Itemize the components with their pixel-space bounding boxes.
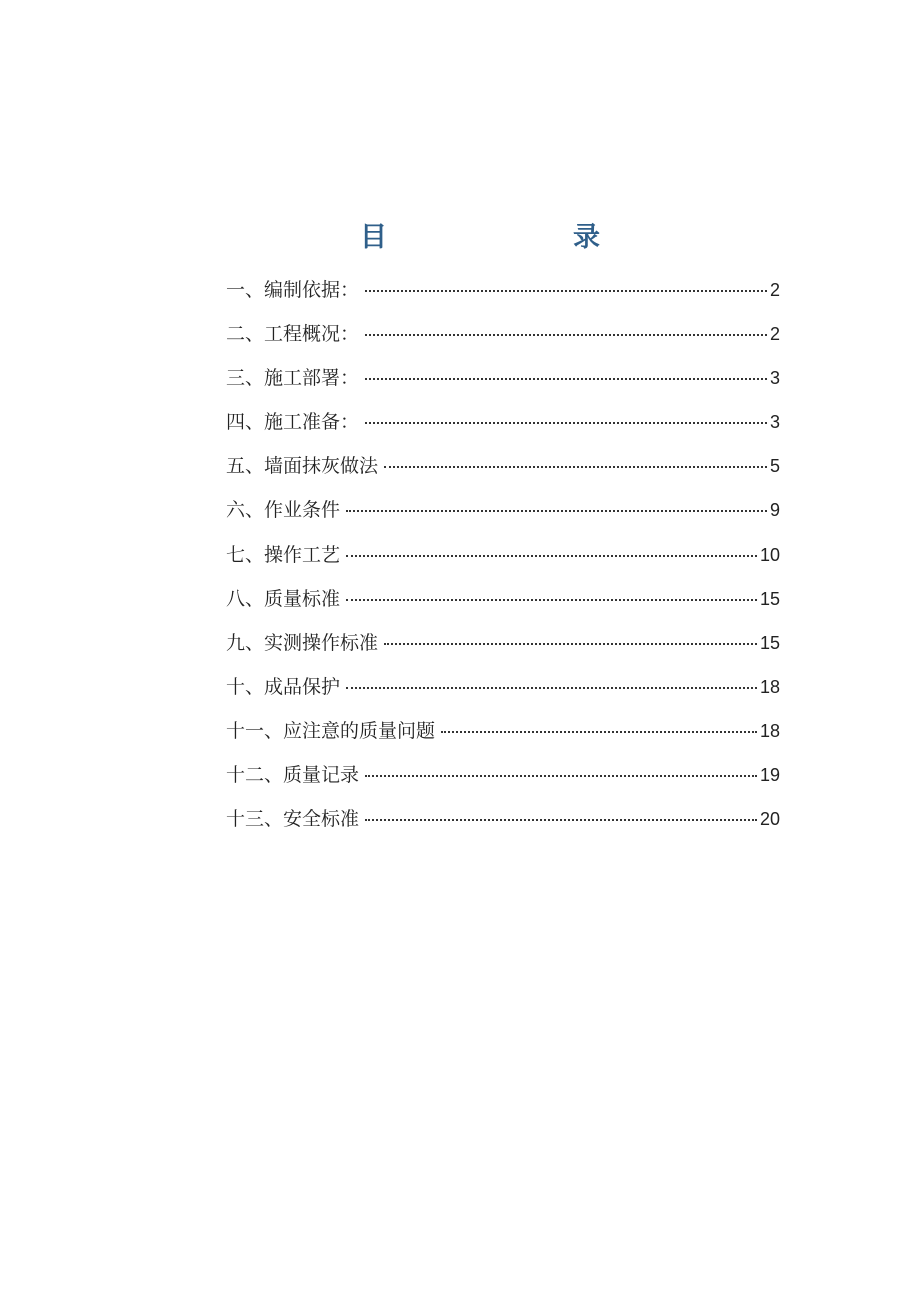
toc-dot-leader bbox=[365, 290, 767, 292]
toc-entry-page: 2 bbox=[769, 324, 780, 345]
toc-entry-label: 三、施工部署： bbox=[226, 367, 360, 390]
toc-entry[interactable] bbox=[226, 799, 780, 843]
toc-entry-label: 七、操作工艺 bbox=[226, 543, 341, 566]
toc-entry-label: 九、实测操作标准 bbox=[226, 631, 379, 654]
toc-entry-page: 20 bbox=[759, 809, 780, 830]
toc-entry-label: 二、工程概况： bbox=[226, 323, 360, 346]
toc-entry-page: 15 bbox=[759, 632, 780, 653]
toc-dot-leader bbox=[365, 422, 767, 424]
toc-entry-page: 3 bbox=[769, 368, 780, 389]
toc-entry-label: 五、墙面抹灰做法 bbox=[226, 455, 379, 478]
toc-entry-page: 10 bbox=[759, 544, 780, 565]
toc-dot-leader bbox=[365, 819, 757, 821]
toc-entry-label: 十、成品保护 bbox=[226, 675, 341, 698]
toc-entry-label: 十一、应注意的质量问题 bbox=[226, 719, 436, 742]
toc-entry[interactable] bbox=[226, 402, 780, 446]
toc-dot-leader bbox=[365, 775, 757, 777]
toc-entry-page: 2 bbox=[769, 280, 780, 300]
toc-entry-label: 八、质量标准 bbox=[226, 587, 341, 610]
toc-dot-leader bbox=[346, 555, 757, 557]
toc-entry-label: 十二、质量记录 bbox=[226, 764, 360, 787]
toc-dot-leader bbox=[384, 466, 767, 468]
toc-entry-label: 十三、安全标准 bbox=[226, 808, 360, 831]
toc-dot-leader bbox=[365, 334, 767, 336]
toc-entry[interactable] bbox=[226, 623, 780, 667]
toc-dot-leader bbox=[346, 599, 757, 601]
toc-dot-leader bbox=[384, 643, 757, 645]
toc-entry[interactable] bbox=[226, 755, 780, 799]
toc-list bbox=[226, 270, 780, 843]
toc-entry[interactable] bbox=[226, 667, 780, 711]
toc-entry-page: 18 bbox=[759, 720, 780, 741]
toc-entry[interactable] bbox=[226, 358, 780, 402]
toc-dot-leader bbox=[346, 687, 757, 689]
toc-entry[interactable] bbox=[226, 535, 780, 579]
toc-entry-label: 一、编制依据： bbox=[226, 279, 360, 301]
toc-entry-page: 9 bbox=[769, 500, 780, 521]
toc-entry-page: 3 bbox=[769, 412, 780, 433]
toc-entry[interactable] bbox=[226, 711, 780, 755]
toc-entry-page: 19 bbox=[759, 765, 780, 786]
toc-entry-page: 15 bbox=[759, 588, 780, 609]
toc-dot-leader bbox=[441, 731, 757, 733]
toc-dot-leader bbox=[346, 510, 767, 512]
toc-entry[interactable] bbox=[226, 490, 780, 534]
toc-entry-label: 六、作业条件 bbox=[226, 499, 341, 522]
toc-title: 目 录 bbox=[360, 222, 644, 253]
toc-dot-leader bbox=[365, 378, 767, 380]
toc-entry[interactable] bbox=[226, 270, 780, 314]
toc-entry-page: 18 bbox=[759, 676, 780, 697]
toc-entry[interactable] bbox=[226, 314, 780, 358]
toc-entry-label: 四、施工准备： bbox=[226, 411, 360, 434]
toc-entry[interactable] bbox=[226, 579, 780, 623]
toc-entry[interactable] bbox=[226, 446, 780, 490]
toc-entry-page: 5 bbox=[769, 456, 780, 477]
